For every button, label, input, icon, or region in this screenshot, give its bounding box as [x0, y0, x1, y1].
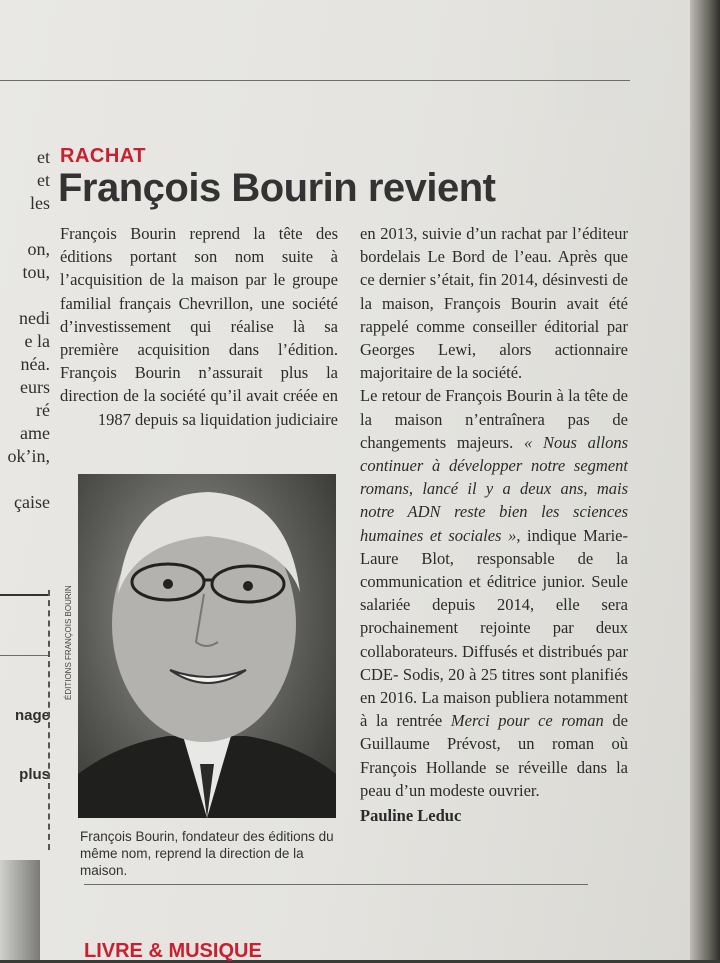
- photo-caption: François Bourin, fondateur des éditions du même nom, reprend la direction de la maison.: [80, 829, 334, 878]
- article-column-1: [60, 222, 338, 431]
- portrait-photo: [78, 474, 336, 818]
- article-headline: François Bourin revient: [58, 166, 496, 210]
- article-kicker: RACHAT: [60, 145, 146, 167]
- side-box-rule-2: [0, 655, 48, 656]
- page-edge-shadow: [690, 0, 720, 960]
- book-title: Merci pour ce roman: [450, 711, 604, 731]
- article-paragraph: en 2013, suivie d’un rachat par l’éditeur bordelais Le Bord de l’eau. Après que ce dernier s’était, fin 2014, désinvesti de la maison, François Bourin avait été rappelé comme conseiller éditorial par Georges Lewi, alors actionnaire majoritaire de la société.: [360, 224, 628, 383]
- bottom-rule: [84, 884, 588, 885]
- adjacent-column-text: et et les on, tou, nedi e la néa. eurs ré ame ok’in, çaise: [7, 147, 50, 512]
- top-rule: [0, 80, 630, 81]
- next-section-title: LIVRE & MUSIQUE: [84, 940, 262, 962]
- article-author: Pauline Leduc: [360, 806, 462, 826]
- article-column-2: [360, 222, 628, 827]
- article-paragraph: François Bourin reprend la tête des éditions portant son nom suite à l’acquisition de la maison par le groupe familial français Chevrillon, une société d’investissement qui réalise là sa première acquisition dans l’édition. François Bourin n’assurait plus la direction de la société qu’il avait créée en 1987 depuis sa liquidation judiciaire: [60, 224, 338, 429]
- adjacent-column-lower: nage plus: [14, 707, 50, 783]
- photo-credit: ÉDITIONS FRANÇOIS BOURIN: [64, 585, 73, 700]
- side-thumbnail: [0, 860, 40, 960]
- dashed-border: [48, 590, 50, 850]
- quote: « Nous allons continuer à développer notre segment romans, lancé il y a deux ans, mais notre ADN reste bien les sciences humaines et sociales »: [360, 432, 628, 545]
- portrait-illustration: [78, 474, 336, 818]
- side-box-rule: [0, 594, 48, 596]
- article-paragraph-2: Le retour de François Bourin à la tête de la maison n’entraînera pas de changements majeurs. « Nous allons continuer à développer notre segment romans, lancé il y a deux ans, mais notre ADN reste bien les sciences humaines et sociales », indique Marie-Laure Blot, responsable de la communication et éditrice junior. Seule salariée depuis 2014, elle sera prochainement rejointe par deux collaborateurs. Diffusés et distribués par CDE- Sodis, 20 à 25 titres sont planifiés en 2016. La maison publiera notamment à la rentrée Merci pour ce roman de Guillaume Prévost, un roman où François Hollande se réveille dans la peau d’un modeste ouvrier.: [360, 386, 629, 800]
